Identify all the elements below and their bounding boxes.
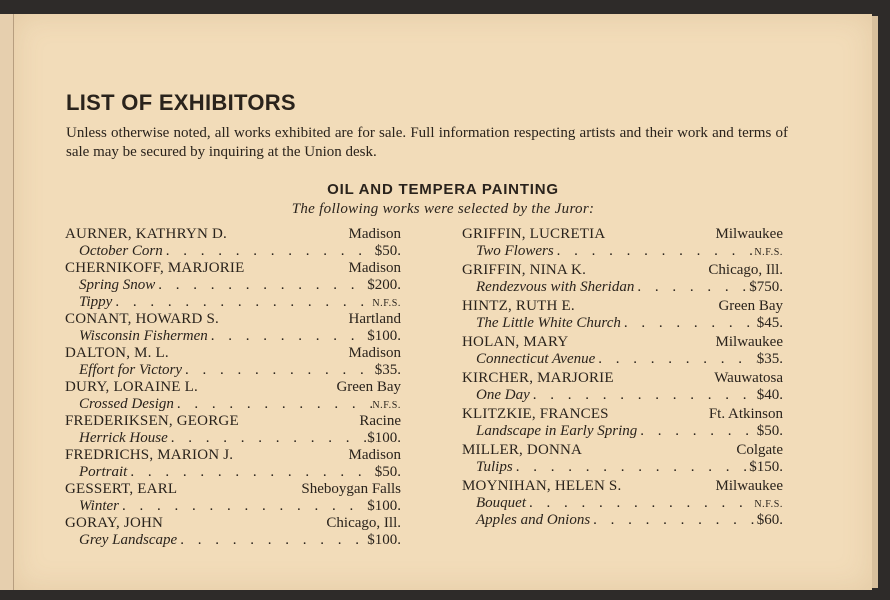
exhibitor-entry bbox=[65, 515, 401, 549]
exhibitor-entry bbox=[65, 413, 401, 447]
dot-leader bbox=[168, 430, 368, 447]
artwork-title: Apples and Onions bbox=[476, 512, 591, 528]
artwork-title: Portrait bbox=[79, 464, 128, 480]
artist-name: CHERNIKOFF, MARJORIE bbox=[65, 260, 245, 276]
artist-name: MOYNIHAN, HELEN S. bbox=[462, 478, 622, 494]
artist-name: MILLER, DONNA bbox=[462, 442, 583, 458]
artist-location: Wauwatosa bbox=[714, 370, 783, 386]
intro-paragraph: Unless otherwise noted, all works exhibited are for sale. Full information respecting artists and their work and terms of sale may be secured by inquiring at the Union desk. bbox=[66, 125, 788, 160]
artwork-row bbox=[65, 498, 401, 515]
artist-line bbox=[65, 379, 401, 396]
artwork-title: Rendezvous with Sheridan bbox=[476, 279, 635, 295]
artist-location: Green Bay bbox=[718, 298, 783, 314]
artist-line bbox=[462, 478, 783, 495]
artwork-row bbox=[462, 279, 783, 296]
page-title: LIST OF EXHIBITORS bbox=[66, 90, 296, 115]
artist-line bbox=[65, 226, 401, 243]
artist-name: GRIFFIN, NINA K. bbox=[462, 262, 587, 278]
artwork-price: $50. bbox=[374, 464, 401, 480]
exhibitor-entry bbox=[65, 311, 401, 345]
artwork-price: $40. bbox=[756, 387, 783, 403]
artist-line bbox=[65, 413, 401, 430]
artwork-row bbox=[65, 532, 401, 549]
artist-location: Ft. Atkinson bbox=[708, 406, 783, 422]
artwork-title: Tulips bbox=[476, 459, 513, 475]
dot-leader bbox=[513, 459, 750, 476]
artist-line bbox=[65, 311, 401, 328]
artwork-title: Spring Snow bbox=[79, 277, 156, 293]
artist-line bbox=[462, 442, 783, 459]
artist-location: Racine bbox=[359, 413, 401, 429]
artist-name: KLITZKIE, FRANCES bbox=[462, 406, 609, 422]
exhibitor-entry bbox=[462, 298, 783, 332]
artwork-title: Effort for Victory bbox=[79, 362, 183, 378]
artist-line bbox=[462, 262, 783, 279]
dot-leader bbox=[119, 498, 367, 515]
dot-leader bbox=[163, 243, 375, 260]
artwork-row bbox=[65, 328, 401, 345]
artist-name: GRIFFIN, LUCRETIA bbox=[462, 226, 606, 242]
page-stack-edge bbox=[872, 16, 878, 588]
artwork-title: Crossed Design bbox=[79, 396, 174, 412]
artwork-row bbox=[462, 351, 783, 368]
exhibitor-entry bbox=[462, 442, 783, 476]
artist-name: DALTON, M. L. bbox=[65, 345, 169, 361]
artwork-row bbox=[65, 396, 401, 413]
artist-name: GORAY, JOHN bbox=[65, 515, 164, 531]
dot-leader bbox=[530, 387, 757, 404]
artwork-title: Two Flowers bbox=[476, 243, 554, 259]
artwork-title: Bouquet bbox=[476, 495, 526, 511]
artwork-price: $150. bbox=[749, 459, 783, 475]
artist-name: DURY, LORAINE L. bbox=[65, 379, 198, 395]
artwork-row bbox=[462, 459, 783, 476]
artist-line bbox=[65, 447, 401, 464]
exhibitor-entry bbox=[462, 262, 783, 296]
artist-location: Sheboygan Falls bbox=[301, 481, 401, 497]
exhibitor-entry bbox=[65, 447, 401, 481]
artwork-price: $50. bbox=[756, 423, 783, 439]
artist-location: Milwaukee bbox=[715, 478, 783, 494]
artwork-row bbox=[65, 430, 401, 447]
artwork-row bbox=[462, 387, 783, 404]
facing-page-edge bbox=[0, 14, 14, 590]
artwork-price: N.F.S. bbox=[754, 247, 783, 258]
dot-leader bbox=[127, 464, 374, 481]
artwork-row bbox=[65, 294, 401, 311]
exhibitor-entry bbox=[462, 478, 783, 529]
artwork-price: $45. bbox=[756, 315, 783, 331]
artist-location: Madison bbox=[348, 345, 401, 361]
artwork-row bbox=[462, 495, 783, 512]
artist-location: Milwaukee bbox=[715, 334, 783, 350]
artwork-title: Wisconsin Fishermen bbox=[79, 328, 208, 344]
artist-name: FREDERIKSEN, GEORGE bbox=[65, 413, 239, 429]
artist-location: Madison bbox=[348, 260, 401, 276]
artwork-title: One Day bbox=[476, 387, 530, 403]
dot-leader bbox=[526, 495, 754, 512]
artist-line bbox=[65, 345, 401, 362]
exhibitor-entry bbox=[462, 406, 783, 440]
exhibitor-entry bbox=[65, 379, 401, 413]
artwork-title: October Corn bbox=[79, 243, 163, 259]
exhibitor-entry bbox=[65, 260, 401, 311]
artwork-row bbox=[65, 362, 401, 379]
exhibitor-entry bbox=[462, 370, 783, 404]
exhibitor-entry bbox=[65, 481, 401, 515]
dot-leader bbox=[634, 279, 749, 296]
exhibitor-entry bbox=[65, 226, 401, 260]
artwork-title: Herrick House bbox=[79, 430, 168, 446]
artist-line bbox=[65, 515, 401, 532]
artist-line bbox=[462, 334, 783, 351]
artwork-price: $100. bbox=[367, 498, 401, 514]
artist-location: Madison bbox=[348, 226, 401, 242]
artwork-row bbox=[65, 243, 401, 260]
artist-line bbox=[462, 406, 783, 423]
exhibitor-column-right bbox=[462, 226, 783, 531]
artist-line bbox=[65, 260, 401, 277]
artist-line bbox=[462, 226, 783, 243]
exhibitor-entry bbox=[65, 345, 401, 379]
exhibitor-entry bbox=[462, 334, 783, 368]
artist-location: Milwaukee bbox=[715, 226, 783, 242]
dot-leader bbox=[595, 351, 756, 368]
dot-leader bbox=[177, 532, 367, 549]
artwork-price: $100. bbox=[367, 328, 401, 344]
dot-leader bbox=[112, 294, 372, 311]
artwork-row bbox=[65, 464, 401, 481]
section-heading: OIL AND TEMPERA PAINTING bbox=[327, 181, 559, 198]
dot-leader bbox=[155, 277, 367, 294]
artwork-row bbox=[462, 243, 783, 260]
artist-name: CONANT, HOWARD S. bbox=[65, 311, 219, 327]
dot-leader bbox=[554, 243, 755, 260]
artwork-title: Connecticut Avenue bbox=[476, 351, 596, 367]
artwork-title: Tippy bbox=[79, 294, 113, 310]
dot-leader bbox=[590, 512, 757, 529]
dot-leader bbox=[637, 423, 757, 440]
artwork-price: N.F.S. bbox=[754, 499, 783, 510]
artwork-row bbox=[462, 423, 783, 440]
artist-line bbox=[462, 370, 783, 387]
section-subheading: The following works were selected by the Juror: bbox=[291, 201, 595, 217]
artist-name: HOLAN, MARY bbox=[462, 334, 569, 350]
artwork-title: Landscape in Early Spring bbox=[476, 423, 638, 439]
artist-location: Colgate bbox=[736, 442, 783, 458]
artist-location: Hartland bbox=[348, 311, 401, 327]
artist-name: FREDRICHS, MARION J. bbox=[65, 447, 234, 463]
artwork-price: $35. bbox=[374, 362, 401, 378]
artwork-row bbox=[65, 277, 401, 294]
artwork-row bbox=[462, 512, 783, 529]
artwork-price: $200. bbox=[367, 277, 401, 293]
artwork-price: $60. bbox=[756, 512, 783, 528]
artist-location: Madison bbox=[348, 447, 401, 463]
exhibitor-column-left bbox=[65, 226, 401, 549]
artwork-title: Grey Landscape bbox=[79, 532, 178, 548]
artist-location: Green Bay bbox=[336, 379, 401, 395]
dot-leader bbox=[182, 362, 375, 379]
artwork-price: $35. bbox=[756, 351, 783, 367]
artwork-price: $100. bbox=[367, 532, 401, 548]
artwork-price: $50. bbox=[374, 243, 401, 259]
artwork-price: $100. bbox=[367, 430, 401, 446]
artist-location: Chicago, Ill. bbox=[708, 262, 783, 278]
artist-line bbox=[65, 481, 401, 498]
artist-line bbox=[462, 298, 783, 315]
exhibitor-entry bbox=[462, 226, 783, 260]
artwork-price: N.F.S. bbox=[372, 298, 401, 309]
artist-name: KIRCHER, MARJORIE bbox=[462, 370, 614, 386]
catalog-page bbox=[14, 14, 872, 590]
artwork-title: The Little White Church bbox=[476, 315, 621, 331]
artist-name: HINTZ, RUTH E. bbox=[462, 298, 575, 314]
artwork-price: N.F.S. bbox=[372, 400, 401, 411]
artwork-row bbox=[462, 315, 783, 332]
dot-leader bbox=[174, 396, 372, 413]
dot-leader bbox=[208, 328, 368, 345]
artwork-title: Winter bbox=[79, 498, 119, 514]
artwork-price: $750. bbox=[749, 279, 783, 295]
artist-name: GESSERT, EARL bbox=[65, 481, 178, 497]
dot-leader bbox=[621, 315, 757, 332]
artist-location: Chicago, Ill. bbox=[326, 515, 401, 531]
artist-name: AURNER, KATHRYN D. bbox=[65, 226, 227, 242]
